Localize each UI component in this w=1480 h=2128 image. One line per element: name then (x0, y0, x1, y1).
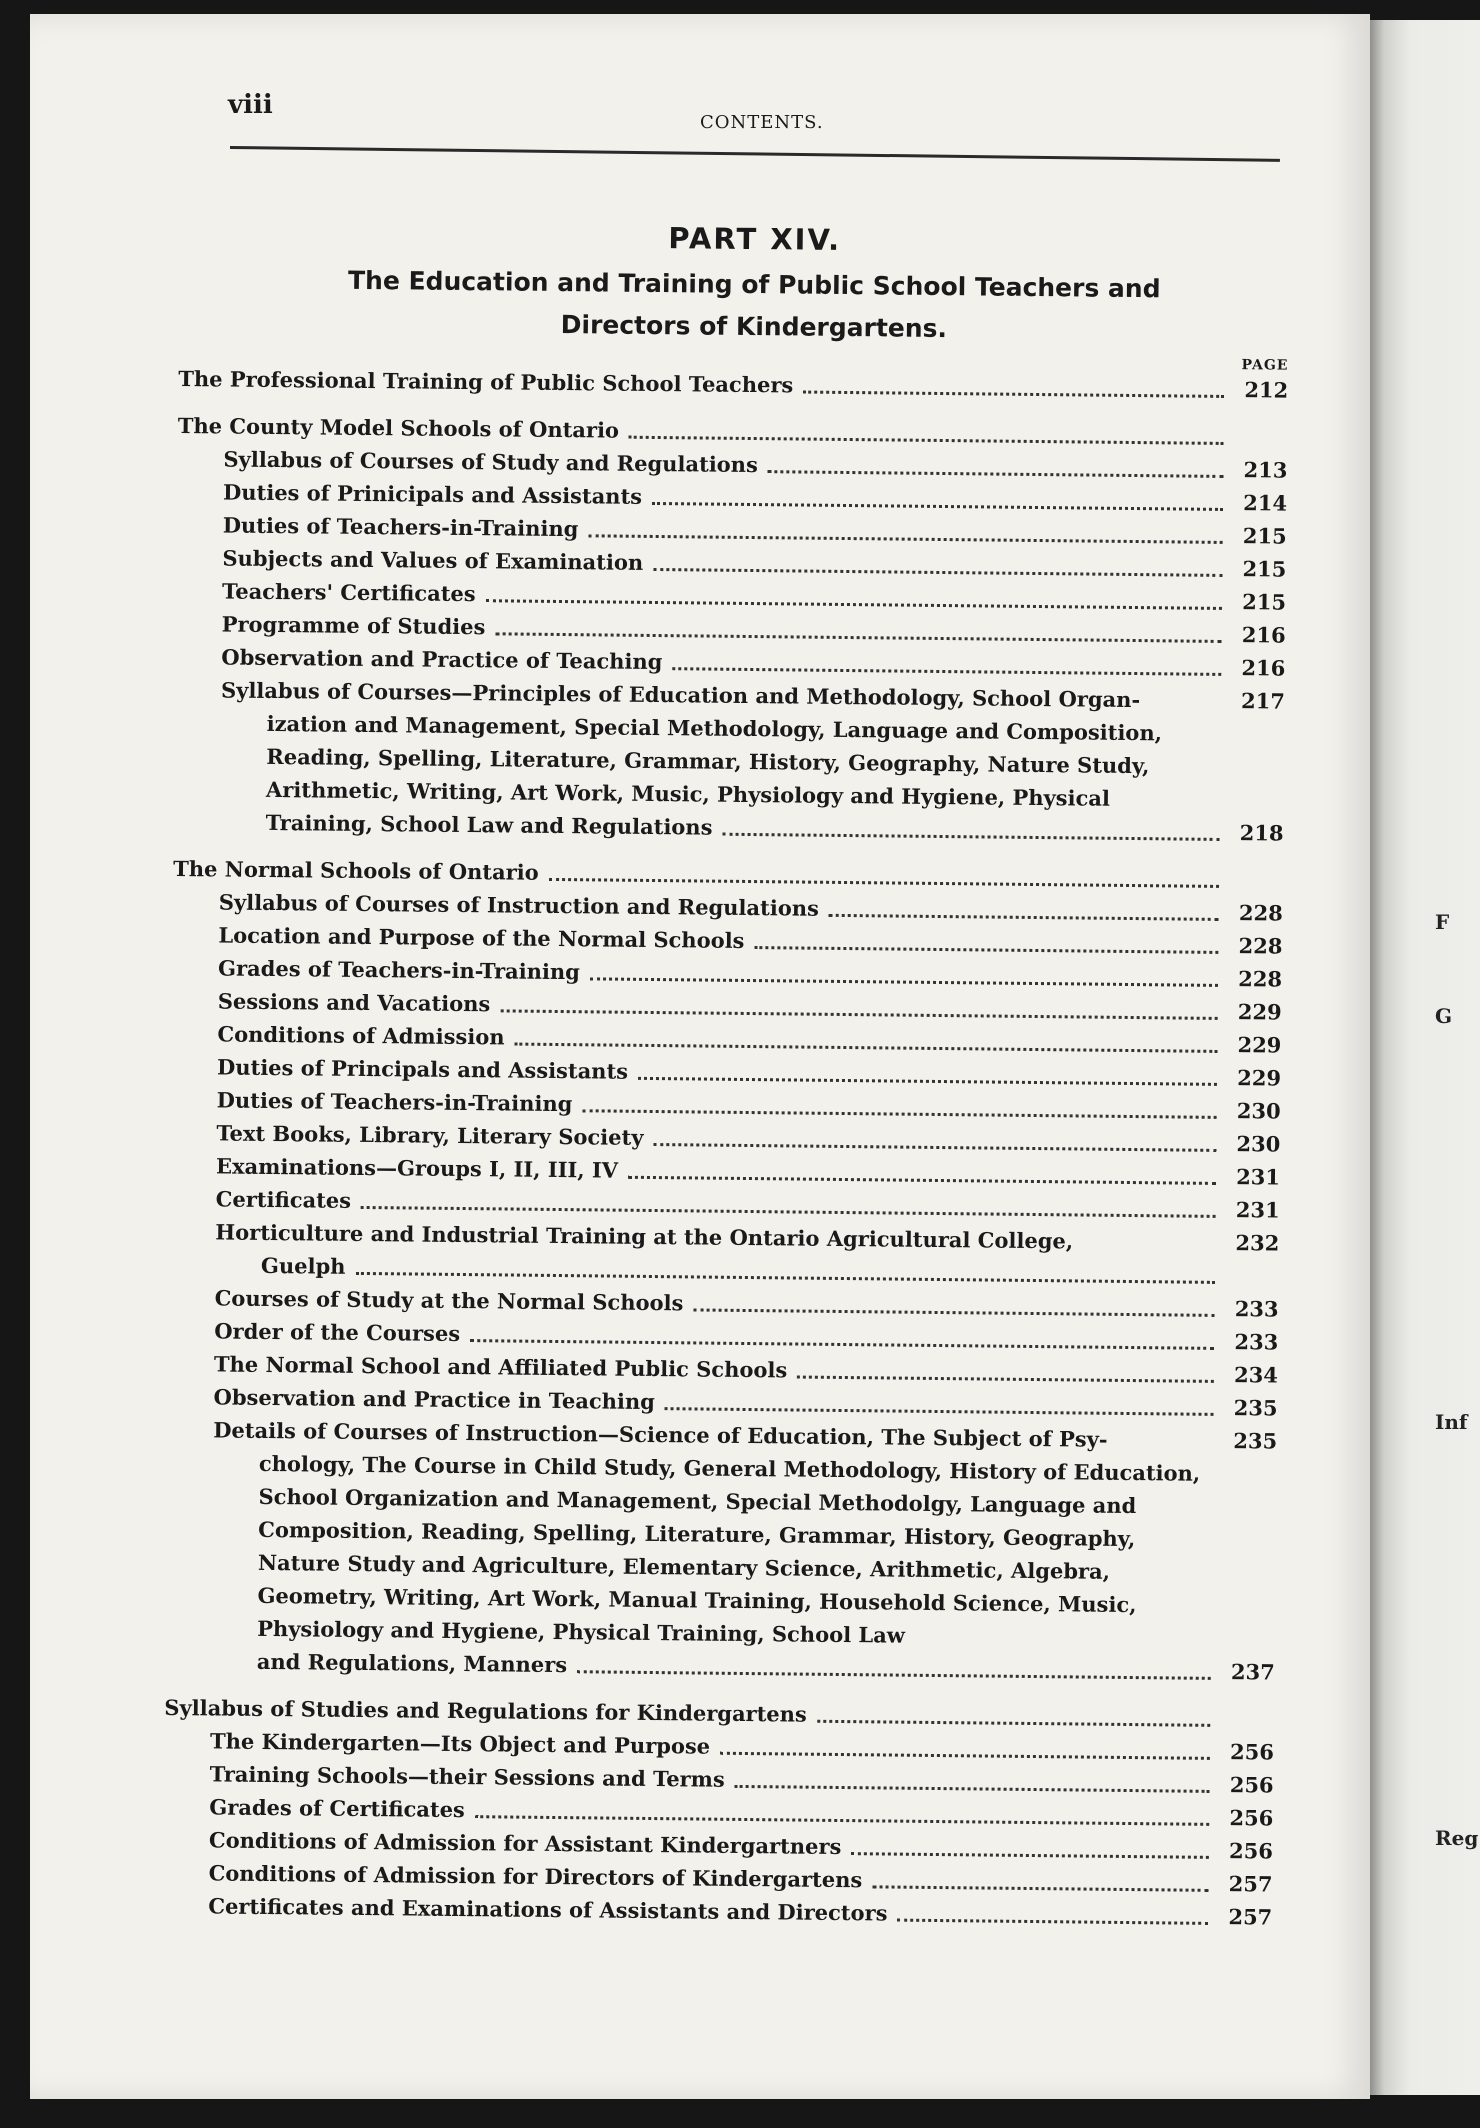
entry-page: 216 (1241, 622, 1286, 648)
dot-leader (897, 1919, 1208, 1925)
entry-title: Grades of Certificates (209, 1794, 465, 1823)
entry-title: Certificates and Examinations of Assistants and Directors (208, 1893, 888, 1926)
entry-page: 217 (1241, 688, 1286, 714)
entry-page: 215 (1242, 556, 1287, 582)
dot-leader (355, 1272, 1214, 1284)
dot-leader (361, 1206, 1216, 1218)
entry-title: The Professional Training of Public School Teachers (178, 365, 794, 398)
dot-leader (754, 946, 1218, 954)
entry-page: 218 (1239, 820, 1284, 846)
contents-body (162, 216, 1290, 1934)
dot-leader (582, 1109, 1216, 1119)
entry-title: Duties of Principals and Assistants (216, 1054, 629, 1084)
entry-title: Teachers' Certificates (221, 578, 476, 607)
facing-page-fragment: G (1435, 1004, 1453, 1028)
dot-leader (829, 914, 1219, 921)
entry-page: 213 (1243, 457, 1288, 483)
entry-title: Order of the Courses (214, 1318, 461, 1346)
entry-page: 229 (1237, 1032, 1282, 1058)
entry-title: Conditions of Admission for Directors of Kindergartens (208, 1860, 863, 1893)
entry-page: 256 (1228, 1838, 1274, 1864)
dot-leader (1150, 708, 1221, 709)
entry-page: 257 (1228, 1904, 1273, 1930)
entry-page: 229 (1237, 999, 1282, 1025)
dot-leader (638, 1077, 1217, 1086)
entry-title: Training Schools—their Sessions and Terms (209, 1761, 725, 1792)
dot-leader (665, 1407, 1214, 1416)
entry-page: 256 (1229, 1805, 1274, 1831)
entry-page: 235 (1233, 1428, 1278, 1454)
entry-page: 233 (1234, 1296, 1279, 1322)
entry-title: Subjects and Values of Examination (222, 545, 644, 575)
dot-leader (515, 1043, 1218, 1053)
facing-page-fragment: Inf (1435, 1410, 1468, 1434)
entry-page: 230 (1236, 1098, 1281, 1124)
entry-title: Guelph (260, 1252, 346, 1279)
entry-title: Syllabus of Courses of Study and Regulations (223, 446, 758, 478)
entry-title: Syllabus of Courses of Instruction and Regulations (218, 889, 820, 921)
entry-page: 256 (1230, 1739, 1275, 1765)
dot-leader (1083, 1250, 1215, 1251)
entry-page: 234 (1233, 1362, 1279, 1388)
entry-title: Duties of Prinicipals and Assistants (222, 479, 643, 509)
entry-continuation: chology, The Course in Child Study, General Methodology, History of Education, School Organization and Management, Special Methodolgy, Language and Composition, Reading, Spelling, Literature, Grammar, History, Geography, Nature Study and Agriculture, Elementary Science, Arithmetic, Algebra, Geometry, Writing, Art Work, Manual Training, Household Science, Music, Physiology and Hygiene, Physical Training, School Law (257, 1450, 1201, 1648)
dot-leader (500, 1009, 1217, 1020)
dot-leader (653, 1143, 1216, 1152)
entry-title: Duties of Teachers-in-Training (216, 1087, 573, 1117)
entry-title: Syllabus of Studies and Regulations for Kindergartens (164, 1694, 807, 1727)
entry-title: Conditions of Admission (217, 1021, 505, 1050)
dot-leader (470, 1339, 1214, 1350)
entry-title: Horticulture and Industrial Training at the Ontario Agricultural College, (215, 1219, 1074, 1254)
entry-page: 237 (1230, 1659, 1275, 1685)
entry-page: 212 (1244, 377, 1289, 403)
part-heading: PART XIV. (668, 221, 842, 257)
dot-leader (577, 1670, 1211, 1680)
entry-page: 228 (1238, 966, 1283, 992)
dot-leader (495, 632, 1221, 643)
entry-page: 235 (1233, 1395, 1278, 1421)
dot-leader (797, 1376, 1214, 1383)
facing-page-fragment: Reg (1435, 1826, 1479, 1850)
entry-page: 257 (1228, 1871, 1273, 1897)
subtitle-line: The Education and Training of Public School Teachers and (347, 265, 1161, 304)
subtitle-line: Directors of Kindergartens. (560, 309, 948, 344)
entry-continuation: ization and Management, Special Methodology, Language and Composition, Reading, Spelling, Literature, Grammar, History, Geography, Nature Study, Arithmetic, Writing, Art Work, Music, Physiology and Hygiene, Physical (265, 710, 1163, 811)
dot-leader (693, 1308, 1214, 1316)
entry-title: Details of Courses of Instruction—Science of Education, The Subject of Psy- (213, 1417, 1108, 1452)
running-head: CONTENTS. (700, 112, 824, 133)
entry-title: Courses of Study at the Normal Schools (214, 1285, 684, 1316)
dot-leader (672, 667, 1221, 676)
entry-page: 256 (1229, 1772, 1274, 1798)
entry-page: 228 (1238, 900, 1283, 926)
entry-page: 216 (1241, 655, 1286, 681)
entry-page: 233 (1234, 1329, 1279, 1355)
dot-leader (735, 1785, 1210, 1793)
page-column-header: PAGE (1241, 357, 1289, 374)
entry-page: 228 (1238, 933, 1283, 959)
entry-title: Training, School Law and Regulations (265, 809, 713, 840)
dot-leader (817, 1720, 1211, 1727)
entry-title: Location and Purpose of the Normal Schools (218, 922, 745, 953)
dot-leader (629, 436, 1224, 445)
dot-leader (549, 878, 1219, 888)
dot-leader (872, 1885, 1208, 1892)
entry-title: and Regulations, Manners (256, 1648, 568, 1678)
dot-leader (722, 833, 1219, 841)
dot-leader (590, 977, 1218, 987)
entry-page: 232 (1235, 1230, 1280, 1256)
dot-leader (768, 470, 1224, 478)
entry-title: Examinations—Groups I, II, III, IV (215, 1153, 619, 1183)
dot-leader (720, 1752, 1210, 1760)
entry-title: Duties of Teachers-in-Training (222, 512, 579, 542)
entry-page: 215 (1242, 523, 1287, 549)
dot-leader (1118, 1448, 1214, 1449)
entry-page: 231 (1236, 1164, 1281, 1190)
entry-title: The County Model Schools of Ontario (177, 412, 620, 443)
entry-title: Sessions and Vacations (217, 988, 491, 1017)
entry-title: Conditions of Admission for Assistant Kindergartners (208, 1827, 842, 1860)
facing-page-edge (1370, 20, 1480, 2095)
entry-page: 229 (1237, 1065, 1282, 1091)
dot-leader (486, 599, 1222, 610)
entry-page: 231 (1235, 1197, 1280, 1223)
entry-title: Text Books, Library, Literary Society (216, 1120, 644, 1150)
dot-leader (628, 1176, 1216, 1185)
dot-leader (475, 1815, 1209, 1826)
table-of-contents (162, 362, 1288, 1934)
entry-title: Programme of Studies (221, 611, 486, 640)
entry-title: The Normal School and Affiliated Public Schools (213, 1351, 788, 1383)
entry-title: Observation and Practice in Teaching (213, 1384, 656, 1415)
dot-leader (588, 534, 1222, 544)
entry-page: 230 (1236, 1131, 1281, 1157)
entry-title: Certificates (215, 1186, 352, 1213)
dot-leader (851, 1852, 1209, 1859)
part-subtitle (219, 258, 1290, 353)
page-number: viii (228, 90, 273, 120)
entry-title: The Kindergarten—Its Object and Purpose (209, 1728, 711, 1759)
entry-page: 215 (1242, 589, 1287, 615)
entry-title: The Normal Schools of Ontario (173, 855, 539, 885)
entry-title: Observation and Practice of Teaching (221, 644, 663, 675)
entry-page: 214 (1243, 490, 1288, 516)
dot-leader (652, 502, 1223, 511)
facing-page-fragment: F (1435, 910, 1450, 934)
dot-leader (803, 391, 1224, 398)
entry-title: Grades of Teachers-in-Training (217, 955, 581, 985)
dot-leader (653, 568, 1222, 577)
entry-title: Syllabus of Courses—Principles of Education and Methodology, School Organ- (220, 677, 1141, 713)
